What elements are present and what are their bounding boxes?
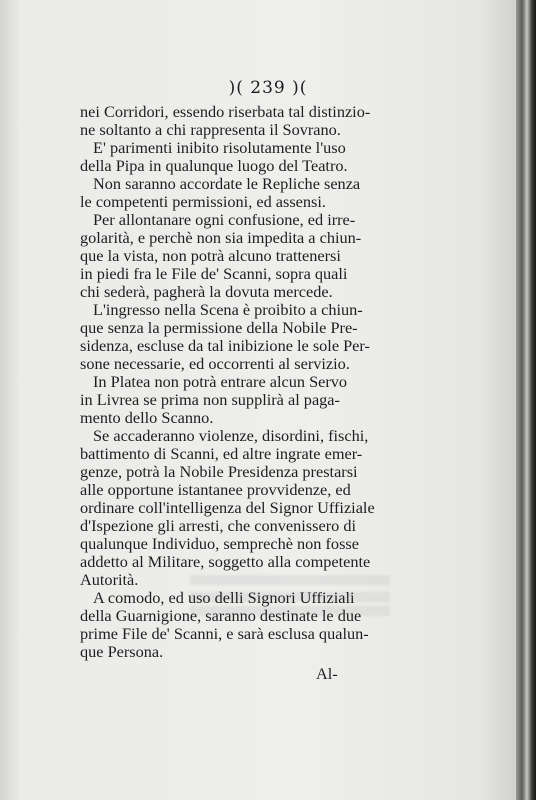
text-line: in piedi fra le File de' Scanni, sopra quali: [80, 264, 348, 283]
text-line: ordinare coll'intelligenza del Signor Uffiziale: [80, 498, 375, 517]
text-line: que senza la permissione della Nobile Pre-: [80, 318, 358, 337]
book-gutter-edge: [516, 0, 536, 800]
text-line: d'Ispezione gli arresti, che convenissero di: [80, 516, 357, 535]
text-line: in Livrea se prima non supplirà al paga-: [80, 390, 340, 409]
text-line: prime File de' Scanni, e sarà esclusa qualun-: [80, 624, 369, 643]
page-number: )( 239 )(: [228, 78, 308, 98]
text-line: que Persona.: [80, 642, 164, 661]
text-line: della Guarnigione, saranno destinate le due: [80, 606, 362, 625]
text-line: alle opportune istantanee provvidenze, ed: [80, 480, 351, 499]
text-line: addetto al Militare, soggetto alla competente: [80, 552, 371, 571]
paragraph-start-line: E' parimenti inibito risolutamente l'uso: [93, 138, 346, 157]
text-line: della Pipa in qualunque luogo del Teatro.: [80, 156, 348, 175]
text-line: nei Corridori, essendo riserbata tal distinzio-: [80, 102, 371, 121]
text-line: mento dello Scanno.: [80, 408, 214, 427]
text-line: chi sederà, pagherà la dovuta mercede.: [80, 282, 333, 301]
text-line: Autorità.: [80, 570, 139, 589]
text-line: ne soltanto a chi rappresenta il Sovrano.: [80, 120, 341, 139]
text-line: battimento di Scanni, ed altre ingrate emer-: [80, 444, 363, 463]
catchword: Al-: [316, 664, 338, 683]
text-line: que la vista, non potrà alcuno trattenersi: [80, 246, 341, 265]
paragraph-start-line: L'ingresso nella Scena è proibito a chiun-: [93, 300, 363, 319]
text-line: sidenza, escluse da tal inibizione le sole Per-: [80, 336, 370, 355]
text-line: le competenti permissioni, ed assensi.: [80, 192, 326, 211]
paragraph-start-line: Se accaderanno violenze, disordini, fischi,: [93, 426, 369, 445]
paragraph-start-line: Non saranno accordate le Repliche senza: [93, 174, 361, 193]
paragraph-start-line: Per allontanare ogni confusione, ed irre-: [93, 210, 356, 229]
text-line: golarità, e perchè non sia impedita a chiun-: [80, 228, 362, 247]
text-line: sone necessarie, ed occorrenti al servizio.: [80, 354, 350, 373]
text-line: qualunque Individuo, semprechè non fosse: [80, 534, 359, 553]
body-text: [80, 102, 375, 661]
paragraph-start-line: In Platea non potrà entrare alcun Servo: [93, 372, 348, 391]
text-line: genze, potrà la Nobile Presidenza prestarsi: [80, 462, 358, 481]
paragraph-start-line: A comodo, ed uso delli Signori Uffiziali: [93, 588, 355, 607]
